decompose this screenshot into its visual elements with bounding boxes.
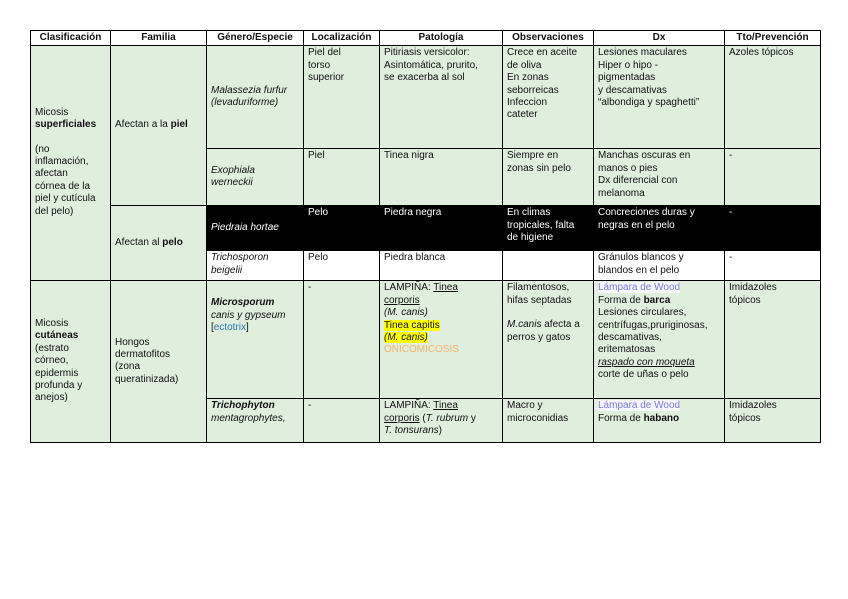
dx-cell: Concreciones duras y negras en el pelo — [594, 206, 725, 251]
observaciones-cell: En climas tropicales, falta de higiene — [503, 206, 594, 251]
dx-cell: Gránulos blancos y blandos en el pelo — [594, 251, 725, 281]
patologia-cell: Piedra blanca — [380, 251, 503, 281]
header-observaciones: Observaciones — [503, 31, 594, 46]
header-genero: Género/Especie — [207, 31, 304, 46]
header-dx: Dx — [594, 31, 725, 46]
patologia-cell: Pitiriasis versicolor: Asintomática, prurito, se exacerba al sol — [380, 46, 503, 149]
ectotrix-link: ectotrix — [213, 322, 247, 334]
clasificacion-superficiales: Micosis superficiales (no inflamación, afectan córnea de la piel y cutícula del pelo) — [31, 46, 111, 281]
patologia-cell: LAMPIÑA: Tinea corporis (M. canis) Tinea capitis (M. canis) ONICOMICOSIS — [380, 281, 503, 399]
observaciones-cell — [503, 251, 594, 281]
clasificacion-cutaneas: Micosis cutáneas (estrato córneo, epidermis profunda y anejos) — [31, 281, 111, 443]
genero-piedraia: Piedraia hortae — [207, 206, 304, 251]
tto-cell: Imidazoles tópicos — [725, 281, 821, 399]
tto-cell: - — [725, 206, 821, 251]
header-clasificacion: Clasificación — [31, 31, 111, 46]
header-row — [31, 31, 821, 46]
familia-pelo: Afectan al pelo — [111, 206, 207, 281]
genero-trichosporon: Trichosporon beigelii — [207, 251, 304, 281]
patologia-cell: Tinea nigra — [380, 149, 503, 206]
genero-malassezia: Malassezia furfur (levaduriforme) — [207, 46, 304, 149]
table-row — [31, 281, 821, 399]
familia-dermatofitos: Hongos dermatofitos (zona queratinizada) — [111, 281, 207, 443]
wood-lamp-label: Lámpara de Wood — [598, 400, 681, 412]
patologia-cell: LAMPIÑA: Tinea corporis (T. rubrum y T. tonsurans) — [380, 399, 503, 443]
header-patologia: Patología — [380, 31, 503, 46]
dx-cell: Manchas oscuras en manos o pies Dx diferencial con melanoma — [594, 149, 725, 206]
tto-cell: - — [725, 251, 821, 281]
mycosis-table — [30, 30, 821, 443]
dx-cell: Lámpara de Wood Forma de barca Lesiones circulares, centrífugas,pruriginosas, descamativas, eritematosas raspado con moqueta corte de uñas o pelo — [594, 281, 725, 399]
table-row — [31, 206, 821, 251]
dx-cell: Lesiones maculares Hiper o hipo - pigmentadas y descamativas “albondiga y spaghetti” — [594, 46, 725, 149]
tto-cell: Imidazoles tópicos — [725, 399, 821, 443]
dx-cell: Lámpara de Wood Forma de habano — [594, 399, 725, 443]
observaciones-cell: Crece en aceite de oliva En zonas seborreicas Infeccion cateter — [503, 46, 594, 149]
header-localizacion: Localización — [304, 31, 380, 46]
localizacion-cell: Piel — [304, 149, 380, 206]
genero-microsporum: Microsporum canis y gypseum [ectotrix] — [207, 281, 304, 399]
observaciones-cell: Siempre en zonas sin pelo — [503, 149, 594, 206]
localizacion-cell: Piel del torso superior — [304, 46, 380, 149]
highlight-tinea-capitis: Tinea capitis — [384, 319, 440, 331]
localizacion-cell: Pelo — [304, 206, 380, 251]
genero-exophiala: Exophiala werneckii — [207, 149, 304, 206]
onicomicosis-label: ONICOMICOSIS — [384, 344, 460, 356]
patologia-cell: Piedra negra — [380, 206, 503, 251]
genero-trichophyton: Trichophyton mentagrophytes, — [207, 399, 304, 443]
familia-piel: Afectan a la piel — [111, 46, 207, 206]
wood-lamp-label: Lámpara de Wood — [598, 282, 681, 294]
observaciones-cell: Macro y microconidias — [503, 399, 594, 443]
localizacion-cell: Pelo — [304, 251, 380, 281]
table-row — [31, 46, 821, 149]
localizacion-cell: - — [304, 281, 380, 399]
tto-cell: Azoles tópicos — [725, 46, 821, 149]
header-familia: Familia — [111, 31, 207, 46]
observaciones-cell: Filamentosos, hifas septadas M.canis afecta a perros y gatos — [503, 281, 594, 399]
header-tto: Tto/Prevención — [725, 31, 821, 46]
localizacion-cell: - — [304, 399, 380, 443]
tto-cell: - — [725, 149, 821, 206]
